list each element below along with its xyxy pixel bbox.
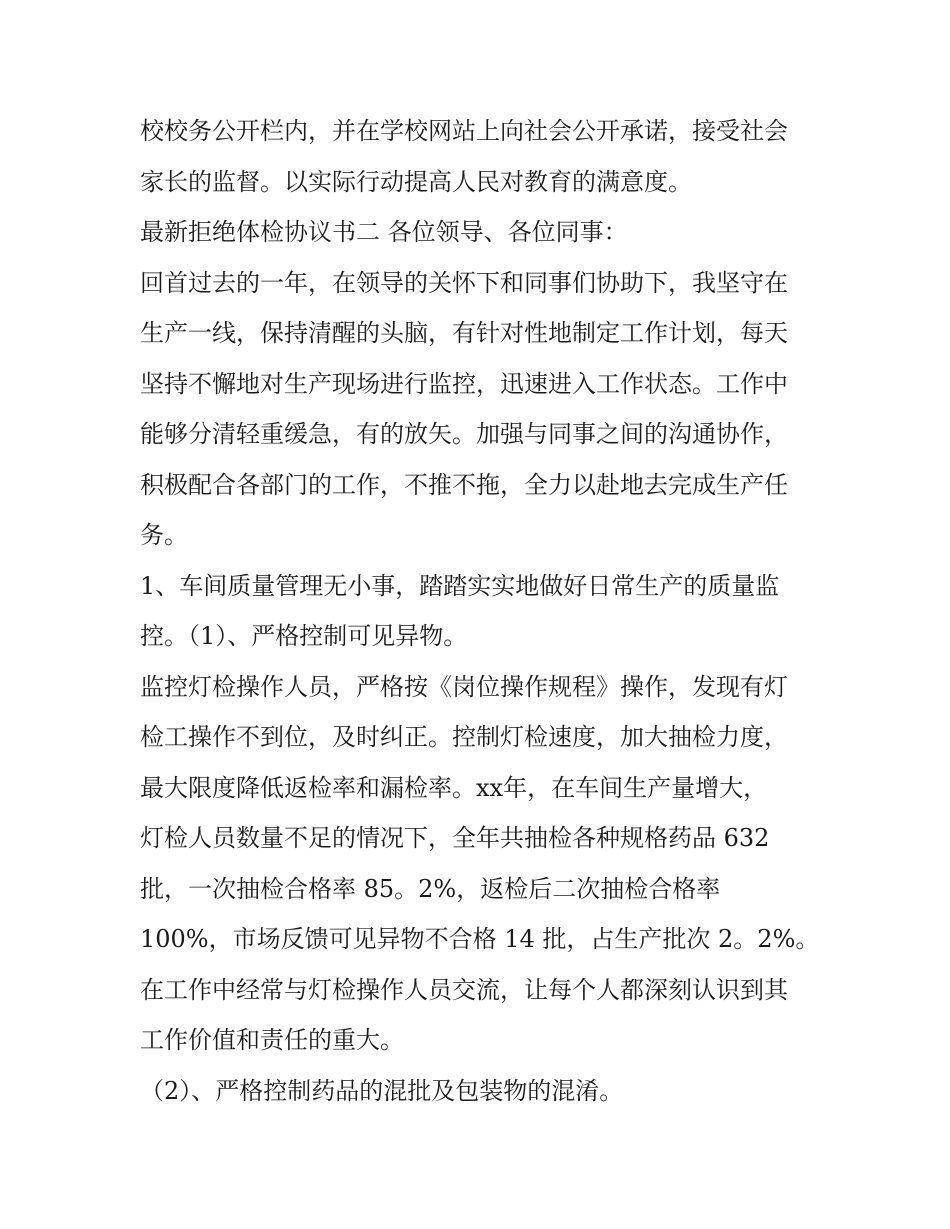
text-line: 1、车间质量管理无小事，踏踏实实地做好日常生产的质量监 [140, 571, 780, 600]
section-heading: 最新拒绝体检协议书二 各位领导、各位同事： [140, 218, 628, 246]
text-line: 最大限度降低返检率和漏检率。xx年，在车间生产量增大， [140, 773, 768, 802]
text-line: 工作价值和责任的重大。 [140, 1026, 404, 1054]
text-line: 积极配合各部门的工作，不推不拖，全力以赴地去完成生产任 [140, 470, 788, 499]
text-line: 100%，市场反馈可见异物不合格 14 批，占生产批次 2。2%。 [140, 925, 820, 953]
text-line: 能够分清轻重缓急，有的放矢。加强与同事之间的沟通协作， [140, 420, 788, 448]
text-line: 批，一次抽检合格率 85。2%，返检后二次抽检合格率 [140, 874, 721, 903]
text-line: 控。（1）、严格控制可见异物。 [140, 622, 468, 650]
text-line: （2）、严格控制药品的混批及包装物的混淆。 [140, 1076, 624, 1105]
text-line: 监控灯检操作人员，严格按《岗位操作规程》操作，发现有灯 [140, 672, 788, 701]
text-line: 务。 [140, 521, 188, 549]
text-line: 生产一线，保持清醒的头脑，有针对性地制定工作计划，每天 [140, 319, 788, 347]
text-line: 校校务公开栏内，并在学校网站上向社会公开承诺，接受社会 [140, 117, 788, 145]
text-line: 家长的监督。以实际行动提高人民对教育的满意度。 [140, 167, 692, 196]
text-line: 检工操作不到位，及时纠正。控制灯检速度，加大抽检力度， [140, 723, 788, 751]
text-line: 坚持不懈地对生产现场进行监控，迅速进入工作状态。工作中 [140, 369, 788, 398]
body-text [140, 106, 830, 1116]
text-line: 回首过去的一年，在领导的关怀下和同事们协助下，我坚守在 [140, 268, 788, 297]
text-line: 在工作中经常与灯检操作人员交流，让每个人都深刻认识到其 [140, 975, 788, 1004]
text-line: 灯检人员数量不足的情况下，全年共抽检各种规格药品 632 [140, 824, 770, 852]
